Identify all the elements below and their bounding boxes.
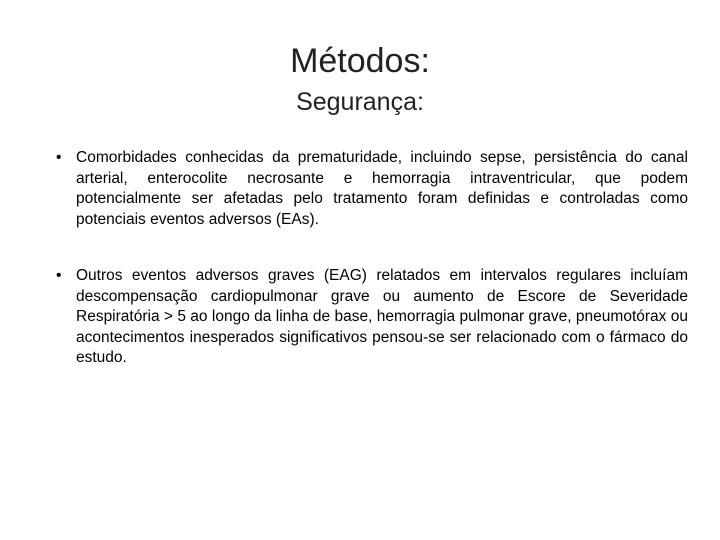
bullet-item — [54, 148, 688, 230]
bullet-text: Comorbidades conhecidas da prematuridade, incluindo sepse, persistência do canal arterial, enterocolite necrosante e hemorragia intraventricular, que podem potencialmente ser afetadas pelo tratamento foram definidas e controladas como potenciais eventos adversos (EAs). — [76, 149, 688, 228]
bullet-text: Outros eventos adversos graves (EAG) relatados em intervalos regulares incluíam descompensação cardiopulmonar grave ou aumento de Escore de Severidade Respiratória > 5 ao longo da linha de base, hemorragia pulmonar grave, pneumotórax ou acontecimentos inesperados significativos pensou-se ser relacionado com o fármaco do estudo. — [76, 267, 688, 366]
bullet-icon: • — [56, 149, 62, 166]
bullet-icon: • — [56, 267, 62, 284]
slide-title: Métodos: — [290, 42, 430, 80]
slide-subtitle: Segurança: — [296, 88, 424, 116]
bullet-item — [54, 266, 688, 369]
bullet-list — [54, 148, 688, 405]
